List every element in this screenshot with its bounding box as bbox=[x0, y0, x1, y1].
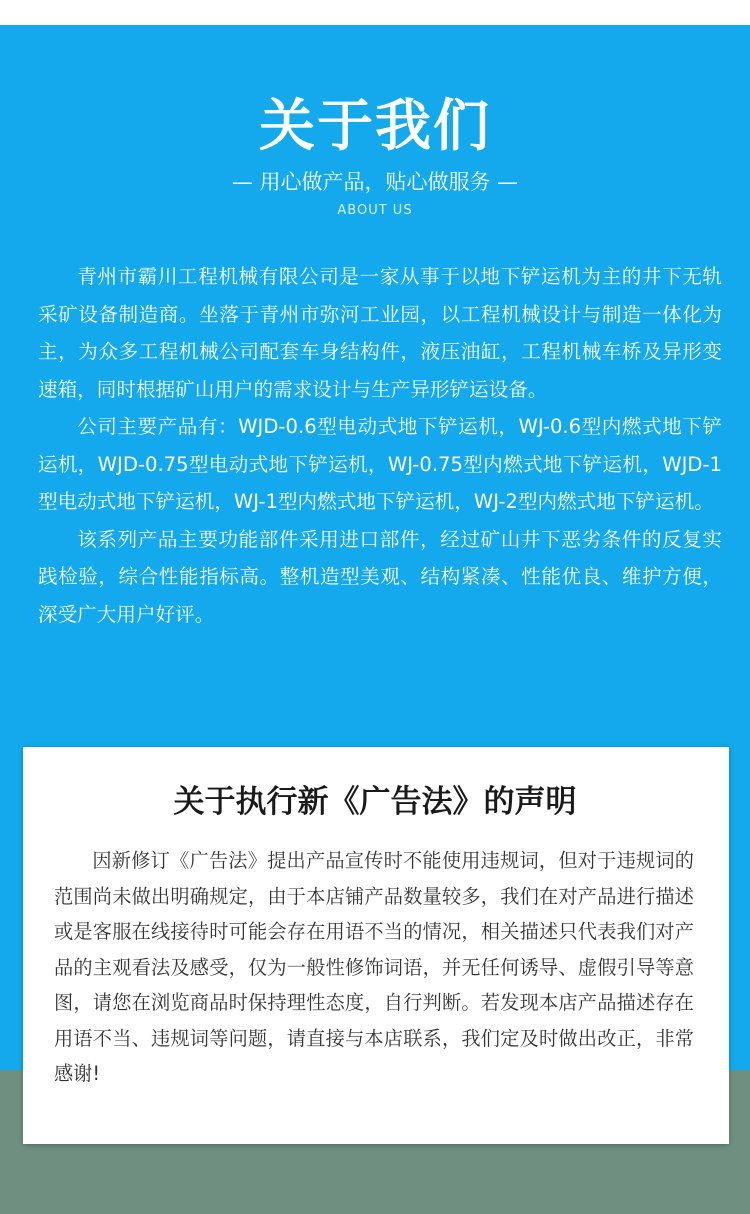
page-subtitle: — 用心做产品，贴心做服务 — bbox=[231, 170, 519, 194]
about-paragraph-quality: 该系列产品主要功能部件采用进口部件，经过矿山井下恶劣条件的反复实践检验，综合性能指标高。整机造型美观、结构紧凑、性能优良、维护方便，深受广大用户好评。 bbox=[38, 527, 722, 626]
about-paragraph-intro: 青州市霸川工程机械有限公司是一家从事于以地下铲运机为主的井下无轨采矿设备制造商。坐落于青州市弥河工业园，以工程机械设计与制造一体化为主，为众多工程机械公司配套车身结构件，液压油缸，工程机械车桥及异形变速箱，同时根据矿山用户的需求设计与生产异形铲运设备。 bbox=[38, 265, 722, 401]
notice-paragraph: 因新修订《广告法》提出产品宣传时不能使用违规词，但对于违规词的范围尚未做出明确规定，由于本店铺产品数量较多，我们在对产品进行描述或是客服在线接待时可能会存在用语不当的情况，相关描述只代表我们对产品的主观看法及感受，仅为一般性修饰词语，并无任何诱导、虚假引导等意图，请您在浏览商品时保持理性态度，自行判断。若发现本店产品描述存在用语不当、违规词等问题，请直接与本店联系，我们定及时做出改正，非常感谢! bbox=[54, 849, 694, 1085]
page-title: 关于我们 bbox=[259, 94, 491, 159]
notice-text bbox=[54, 843, 694, 1092]
top-white-strip bbox=[0, 0, 750, 25]
about-paragraph-products: 公司主要产品有：WJD-0.6型电动式地下铲运机，WJ-0.6型内燃式地下铲运机，WJD-0.75型电动式地下铲运机，WJ-0.75型内燃式地下铲运机，WJD-1型电动式地下铲运机，WJ-1型内燃式地下铲运机，WJ-2型内燃式地下铲运机。 bbox=[38, 415, 722, 513]
about-text bbox=[38, 258, 722, 633]
notice-title: 关于执行新《广告法》的声明 bbox=[173, 784, 577, 820]
page-subtitle-english: ABOUT US bbox=[337, 203, 413, 218]
